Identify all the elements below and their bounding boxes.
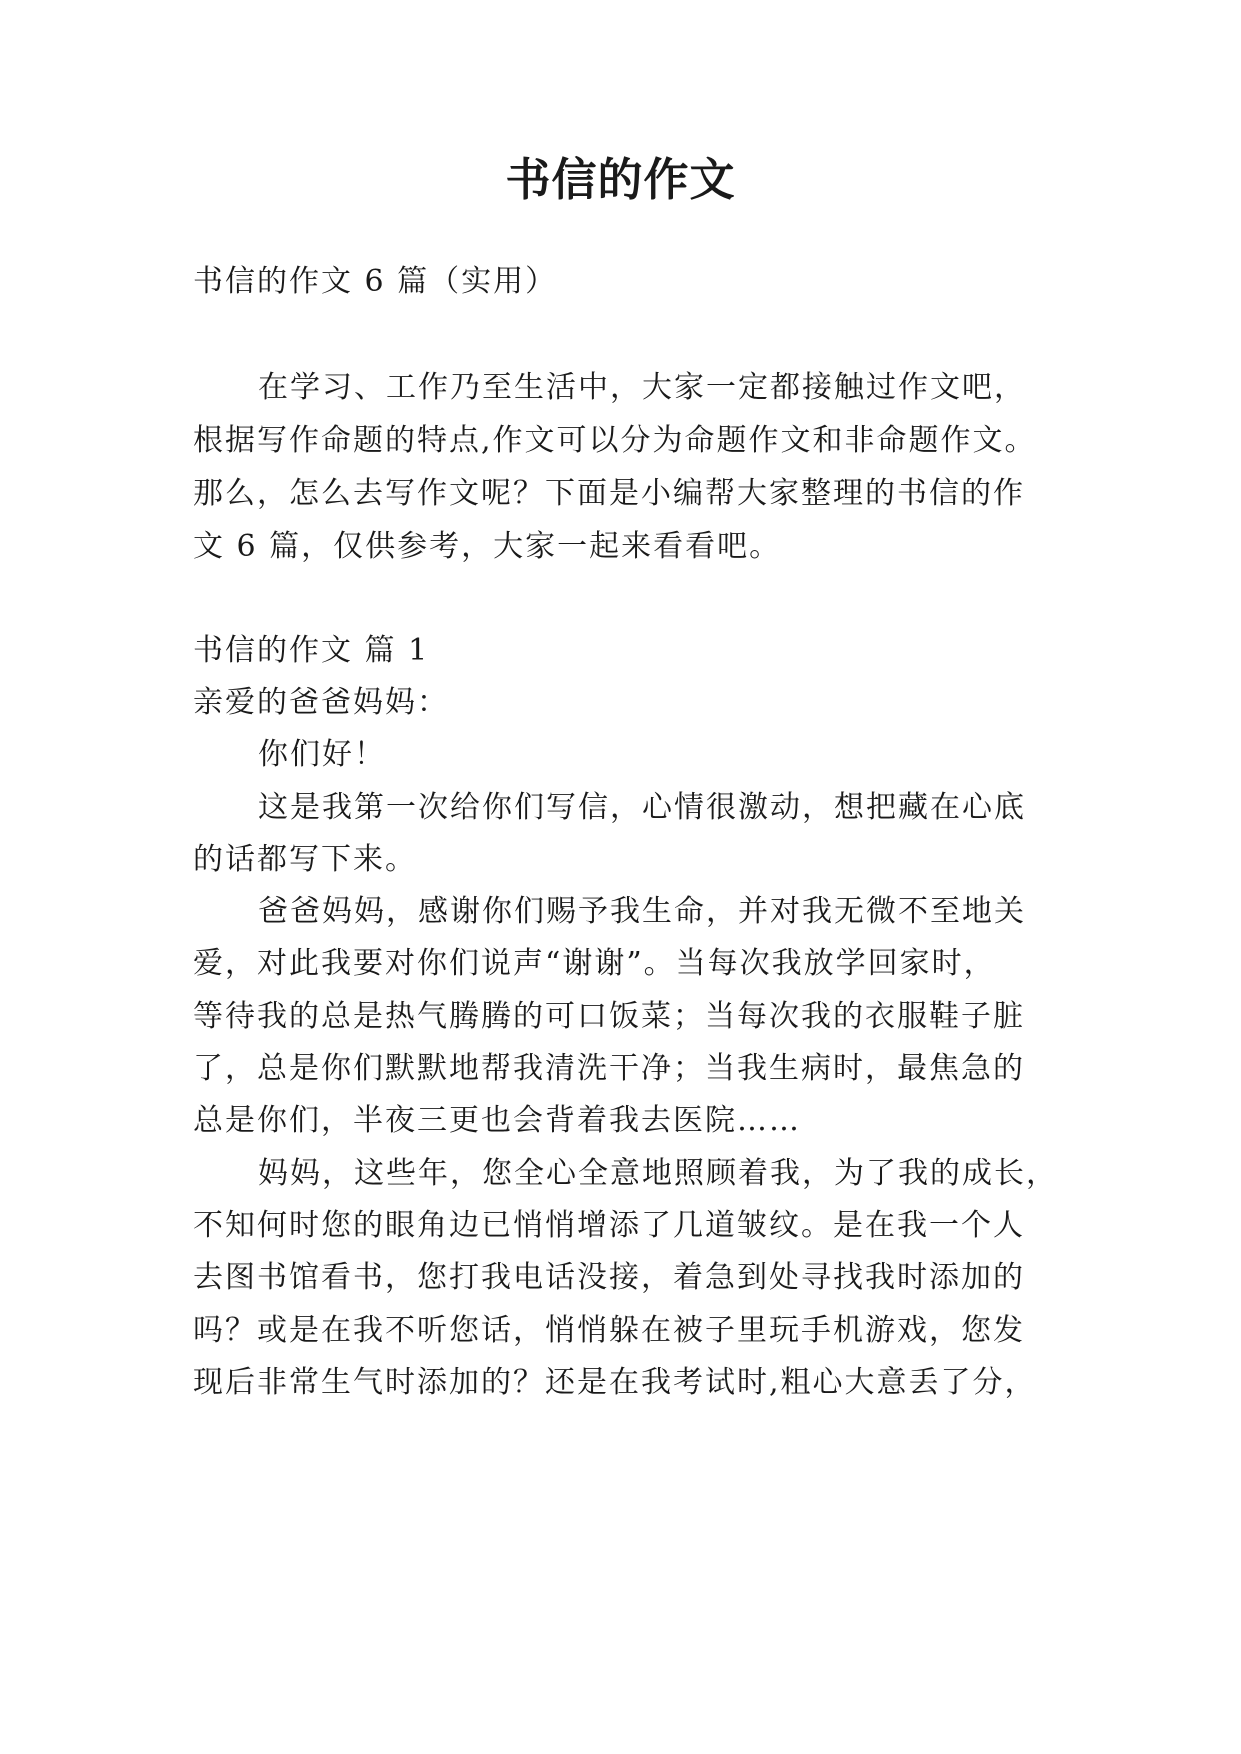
intro-line-2: 根据写作命题的特点,作文可以分为命题作文和非命题作文。: [193, 423, 1037, 458]
paragraph2-line-4: 了，总是你们默默地帮我清洗干净；当我生病时，最焦急的: [193, 1051, 1025, 1086]
paragraph2-line-2: 爱，对此我要对你们说声“谢谢”。当每次我放学回家时，: [193, 946, 996, 981]
paragraph3-line-5: 现后非常生气时添加的？还是在我考试时,粗心大意丢了分，: [193, 1365, 1037, 1400]
intro-line-1: 在学习、工作乃至生活中，大家一定都接触过作文吧，: [258, 370, 1026, 405]
paragraph3-line-1: 妈妈，这些年，您全心全意地照顾着我，为了我的成长，: [258, 1156, 1058, 1191]
intro-line-4: 文 6 篇，仅供参考，大家一起来看看吧。: [193, 529, 782, 564]
paragraph3-line-4: 吗？或是在我不听您话，悄悄躲在被子里玩手机游戏，您发: [193, 1313, 1025, 1348]
document-title: 书信的作文: [505, 153, 736, 206]
paragraph2-line-3: 等待我的总是热气腾腾的可口饭菜；当每次我的衣服鞋子脏: [193, 999, 1025, 1034]
salutation: 亲爱的爸爸妈妈：: [193, 685, 449, 720]
paragraph1-line-2: 的话都写下来。: [193, 842, 417, 877]
paragraph1-line-1: 这是我第一次给你们写信，心情很激动，想把藏在心底: [258, 790, 1026, 825]
paragraph3-line-3: 去图书馆看书，您打我电话没接，着急到处寻找我时添加的: [193, 1260, 1025, 1295]
paragraph2-line-5: 总是你们，半夜三更也会背着我去医院……: [193, 1103, 801, 1138]
intro-line-3: 那么，怎么去写作文呢？下面是小编帮大家整理的书信的作: [193, 476, 1025, 511]
paragraph3-line-2: 不知何时您的眼角边已悄悄增添了几道皱纹。是在我一个人: [193, 1208, 1025, 1243]
paragraph2-line-1: 爸爸妈妈，感谢你们赐予我生命，并对我无微不至地关: [258, 894, 1026, 929]
section-heading: 书信的作文 篇 1: [193, 633, 430, 668]
greeting: 你们好！: [258, 737, 386, 772]
document-subtitle: 书信的作文 6 篇（实用）: [193, 264, 558, 299]
